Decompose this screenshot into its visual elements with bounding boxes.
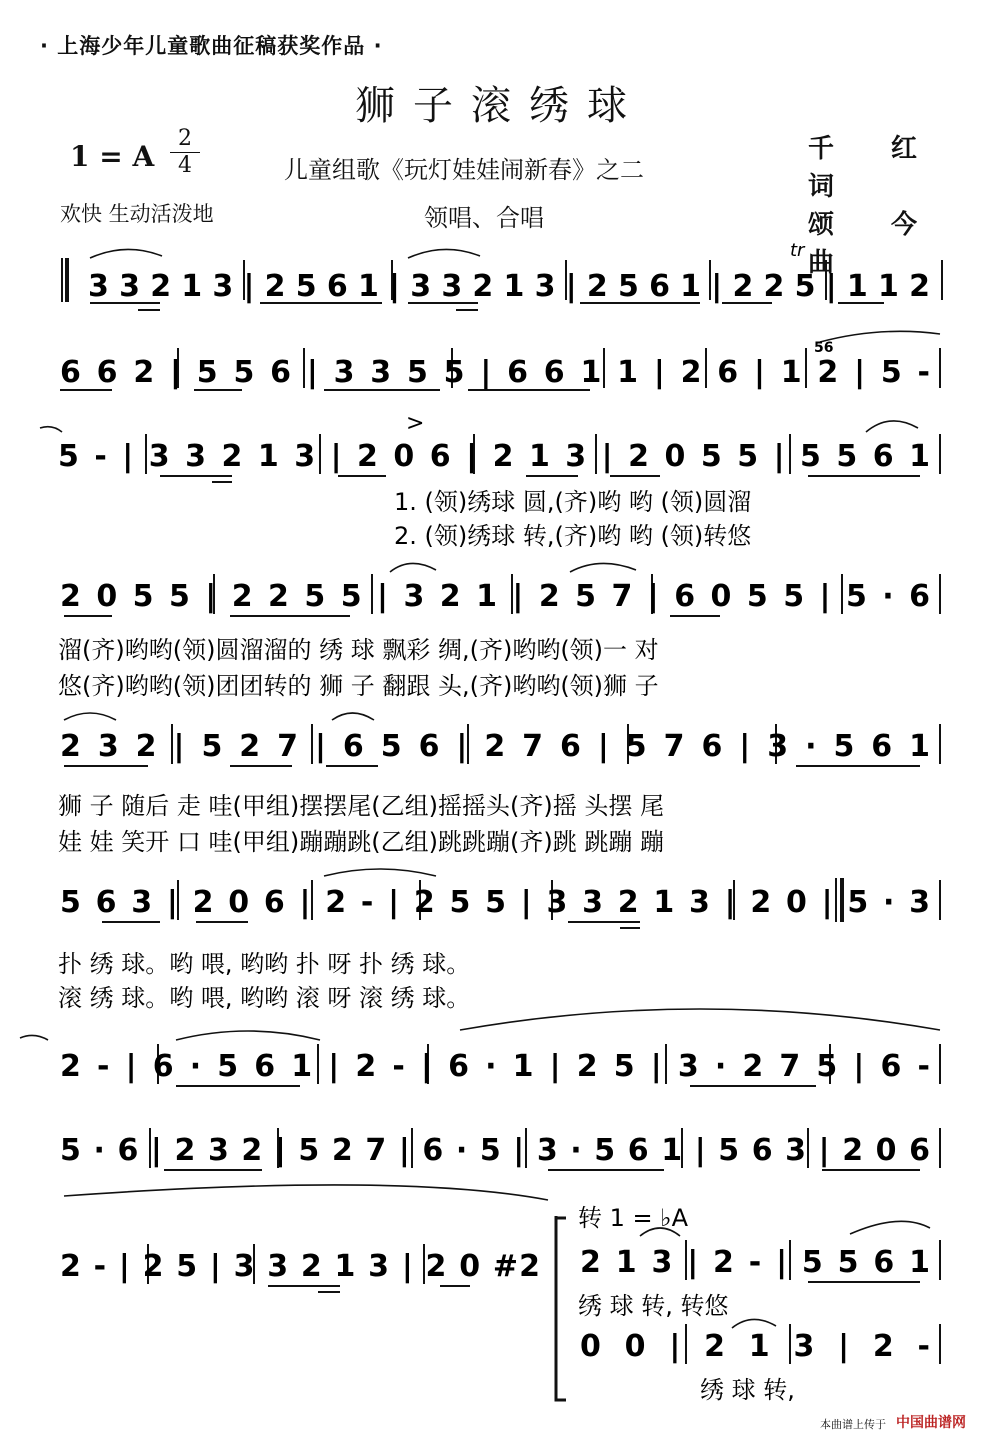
lyrics-v1-row5: 狮 子 随后 走 哇(甲组)摆摆尾(乙组)摇摇头(齐)摇 头摆 尾: [58, 792, 664, 820]
notes-row-8: 5 · 6 | 2 3 2 | 5 2 7 | 6 · 5 | 3 · 5 6 1 | 5 6 3 | 2 0 6: [60, 1133, 931, 1168]
song-subtitle: 儿童组歌《玩灯娃娃闹新春》之二: [284, 156, 644, 184]
notes-row-2: 6 6 2 | 5 5 6 | 3 3 5 5 | 6 6 1 1 | 2 6 | 1 2 | 5 -: [60, 355, 931, 390]
lyrics-coda-bottom: 绣 球 转,: [700, 1376, 795, 1404]
lyrics-v2-row5: 娃 娃 笑开 口 哇(甲组)蹦蹦跳(乙组)跳跳蹦(齐)跳 跳蹦 蹦: [58, 828, 664, 856]
lyricist: 千 红 词: [808, 134, 942, 202]
key-signature: 1 = A: [70, 140, 155, 173]
lyrics-v2-row6: 滚 绣 球。哟 喂, 哟哟 滚 呀 滚 绣 球。: [58, 984, 471, 1012]
notes-row-9: 2 - | 2 5 | 3 3 2 1 3 | 2 0 #2: [60, 1249, 540, 1284]
coda-notes-bottom: 0 0 | 2 1 3 | 2 -: [580, 1329, 930, 1364]
coda-notes-top: 2 1 3 | 2 - | 5 5 6 1: [580, 1245, 930, 1280]
lyrics-v1-row3: 1. (领)绣球 圆,(齐)哟 哟 (领)圆溜: [394, 488, 752, 516]
lyrics-coda-top: 绣 球 转, 转悠: [578, 1292, 729, 1320]
grace-notes: 56: [814, 340, 834, 356]
notes-row-3: 5 - | 3 3 2 1 3 | 2 0 6 | 2 1 3 | 2 0 5 5 | 5 5 6 1: [58, 439, 931, 474]
notes-row-7: 2 - | 6 · 5 6 1 | 2 - | 6 · 1 | 2 5 | 3 · 2 7 5 | 6 -: [60, 1049, 930, 1084]
lyrics-v2-row3: 2. (领)绣球 转,(齐)哟 哟 (领)转悠: [394, 522, 752, 550]
notes-row-5: 2 3 2 | 5 2 7 | 6 5 6 | 2 7 6 | 5 7 6 | 3 · 5 6 1: [60, 729, 930, 764]
notes-row-4: 2 0 5 5 | 2 2 5 5 | 3 2 1 | 2 5 7 | 6 0 5 5 | 5 · 6: [60, 579, 930, 614]
accent-marking: >: [406, 411, 425, 436]
tempo-marking: 欢快 生动活泼地: [60, 202, 214, 226]
time-numerator: 2: [178, 126, 192, 151]
composer: 颂 今 曲: [808, 210, 942, 278]
award-tag: · 上海少年儿童歌曲征稿获奖作品 ·: [40, 34, 383, 58]
lyrics-v2-row4: 悠(齐)哟哟(领)团团转的 狮 子 翻跟 头,(齐)哟哟(领)狮 子: [58, 672, 659, 700]
site-logo: 中国曲谱网: [896, 1415, 966, 1431]
notes-row-1: 3 3 2 1 3 | 2 5 6 1 | 3 3 2 1 3 | 2 5 6 1 | 2 2 5 | 1 1 2: [88, 269, 930, 304]
time-denominator: 4: [178, 153, 192, 178]
notes-row-6: 5 6 3 | 2 0 6 | 2 - | 2 5 5 | 3 3 2 1 3 | 2 0 | 5 · 3: [60, 885, 930, 920]
modulation-marking: 转 1 = ♭A: [578, 1204, 689, 1232]
voice-marking: 领唱、合唱: [424, 204, 544, 232]
lyrics-v1-row6: 扑 绣 球。哟 喂, 哟哟 扑 呀 扑 绣 球。: [58, 950, 471, 978]
lyrics-v1-row4: 溜(齐)哟哟(领)圆溜溜的 绣 球 飘彩 绸,(齐)哟哟(领)一 对: [58, 636, 659, 664]
trill-marking: tr: [790, 240, 805, 261]
song-title: 狮子滚绣球: [355, 83, 645, 129]
upload-note: 本曲谱上传于: [820, 1418, 886, 1431]
